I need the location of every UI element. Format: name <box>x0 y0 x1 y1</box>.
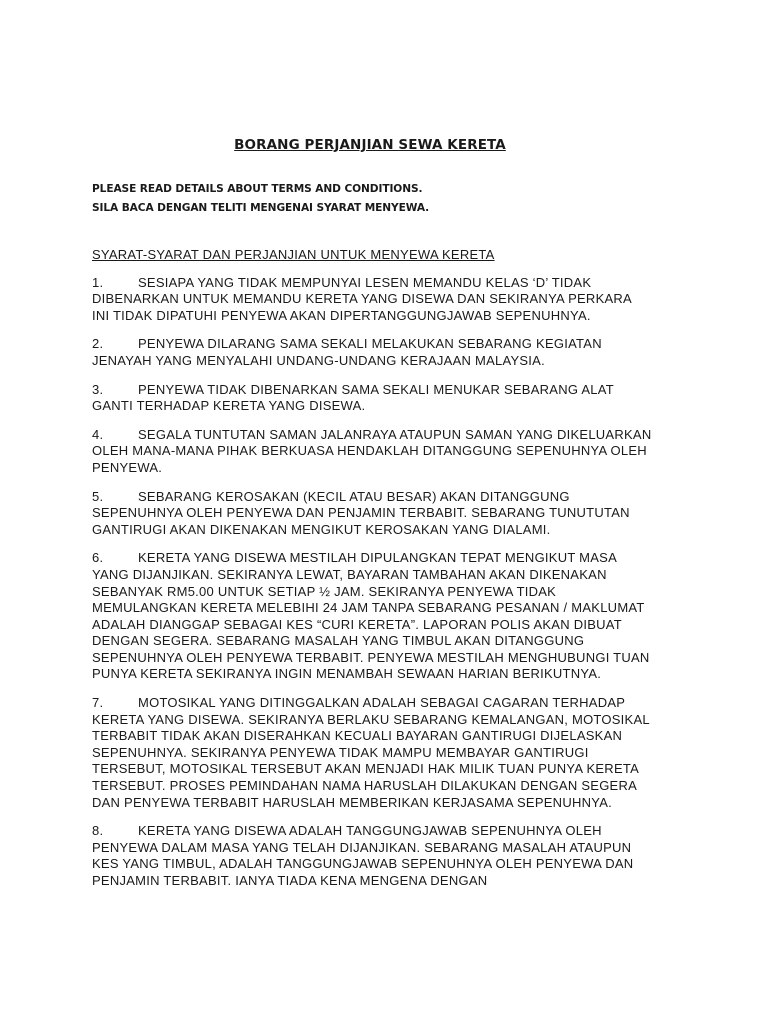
clause-number: 6. <box>92 550 104 566</box>
clause-number: 2. <box>92 336 104 352</box>
clause-text: SEBARANG KEROSAKAN (KECIL ATAU BESAR) AKAN DITANGGUNG SEPENUHNYA OLEH PENYEWA DAN PENJAMIN TERBABIT. SEBARANG TUNUTUTAN GANTIRUGI AKAN DIKENAKAN MENGIKUT KEROSAKAN YANG DIALAMI. <box>92 488 630 537</box>
clause-text: SESIAPA YANG TIDAK MEMPUNYAI LESEN MEMANDU KELAS ‘D’ TIDAK DIBENARKAN UNTUK MEMANDU KERETA YANG DISEWA DAN SEKIRANYA PERKARA INI TIDAK DIPATUHI PENYEWA AKAN DIPERTANGGUNGJAWAB SEPENUHNYA. <box>92 274 632 323</box>
clause-number: 7. <box>92 695 104 711</box>
clause-text: PENYEWA TIDAK DIBENARKAN SAMA SEKALI MENUKAR SEBARANG ALAT GANTI TERHADAP KERETA YANG DISEWA. <box>92 381 614 414</box>
notice-block <box>92 180 692 218</box>
clause-5 <box>92 489 652 539</box>
clause-text: MOTOSIKAL YANG DITINGGALKAN ADALAH SEBAGAI CAGARAN TERHADAP KERETA YANG DISEWA. SEKIRANYA BERLAKU SEBARANG KEMALANGAN, MOTOSIKAL TERBABIT TIDAK AKAN DISERAHKAN KECUALI BAYARAN GANTIRUGI DIJELASKAN SEPENUHNYA. SEKIRANYA PENYEWA TIDAK MAMPU MEMBAYAR GANTIRUGI TERSEBUT, MOTOSIKAL TERSEBUT AKAN MENJADI HAK MILIK TUAN PUNYA KERETA TERSEBUT. PROSES PEMINDAHAN NAMA HARUSLAH DILAKUKAN DENGAN SEGERA DAN PENYEWA TERBABIT HARUSLAH MEMBERIKAN KERJASAMA SEPENUHNYA. <box>92 695 650 810</box>
clause-8 <box>92 823 652 889</box>
document-title: BORANG PERJANJIAN SEWA KERETA <box>234 137 506 153</box>
clause-4 <box>92 427 652 477</box>
clause-number: 8. <box>92 823 104 839</box>
clause-number: 5. <box>92 488 104 504</box>
clause-text: KERETA YANG DISEWA ADALAH TANGGUNGJAWAB SEPENUHNYA OLEH PENYEWA DALAM MASA YANG TELAH DIJANJIKAN. SEBARANG MASALAH ATAUPUN KES YANG TIMBUL, ADALAH TANGGUNGJAWAB SEPENUHNYA OLEH PENYEWA DAN PENJAMIN TERBABIT. IANYA TIADA KENA MENGENA DENGAN <box>92 823 634 888</box>
clause-2 <box>92 336 652 369</box>
clause-3 <box>92 382 652 415</box>
clause-6 <box>92 550 652 683</box>
terms-content <box>92 247 652 902</box>
notice-line-malay: SILA BACA DENGAN TELITI MENGENAI SYARAT MENYEWA. <box>92 202 430 214</box>
clause-7 <box>92 695 652 811</box>
section-heading: SYARAT-SYARAT DAN PERJANJIAN UNTUK MENYEWA KERETA <box>92 247 495 262</box>
clause-text: SEGALA TUNTUTAN SAMAN JALANRAYA ATAUPUN SAMAN YANG DIKELUARKAN OLEH MANA-MANA PIHAK BERKUASA HENDAKLAH DITANGGUNG SEPENUHNYA OLEH PENYEWA. <box>92 426 652 475</box>
clause-text: PENYEWA DILARANG SAMA SEKALI MELAKUKAN SEBARANG KEGIATAN JENAYAH YANG MENYALAHI UNDANG-UNDANG KERAJAAN MALAYSIA. <box>92 336 602 368</box>
clause-number: 1. <box>92 274 104 290</box>
notice-line-english: PLEASE READ DETAILS ABOUT TERMS AND CONDITIONS. <box>92 183 423 195</box>
clause-text: KERETA YANG DISEWA MESTILAH DIPULANGKAN TEPAT MENGIKUT MASA YANG DIJANJIKAN. SEKIRANYA LEWAT, BAYARAN TAMBAHAN AKAN DIKENAKAN SEBANYAK RM5.00 UNTUK SETIAP ½ JAM. SEKIRANYA PENYEWA TIDAK MEMULANGKAN KERETA MELEBIHI 24 JAM TANPA SEBARANG PESANAN / MAKLUMAT ADALAH DIANGGAP SEBAGAI KES “CURI KERETA”. LAPORAN POLIS AKAN DIBUAT DENGAN SEGERA. SEBARANG MASALAH YANG TIMBUL AKAN DITANGGUNG SEPENUHNYA OLEH PENYEWA TERBABIT. PENYEWA MESTILAH MENGHUBUNGI TUAN PUNYA KERETA SEKIRANYA INGIN MENAMBAH SEWAAN HARIAN BERIKUTNYA. <box>92 550 650 682</box>
clause-number: 3. <box>92 381 104 397</box>
clause-1 <box>92 275 652 325</box>
clause-number: 4. <box>92 426 104 442</box>
